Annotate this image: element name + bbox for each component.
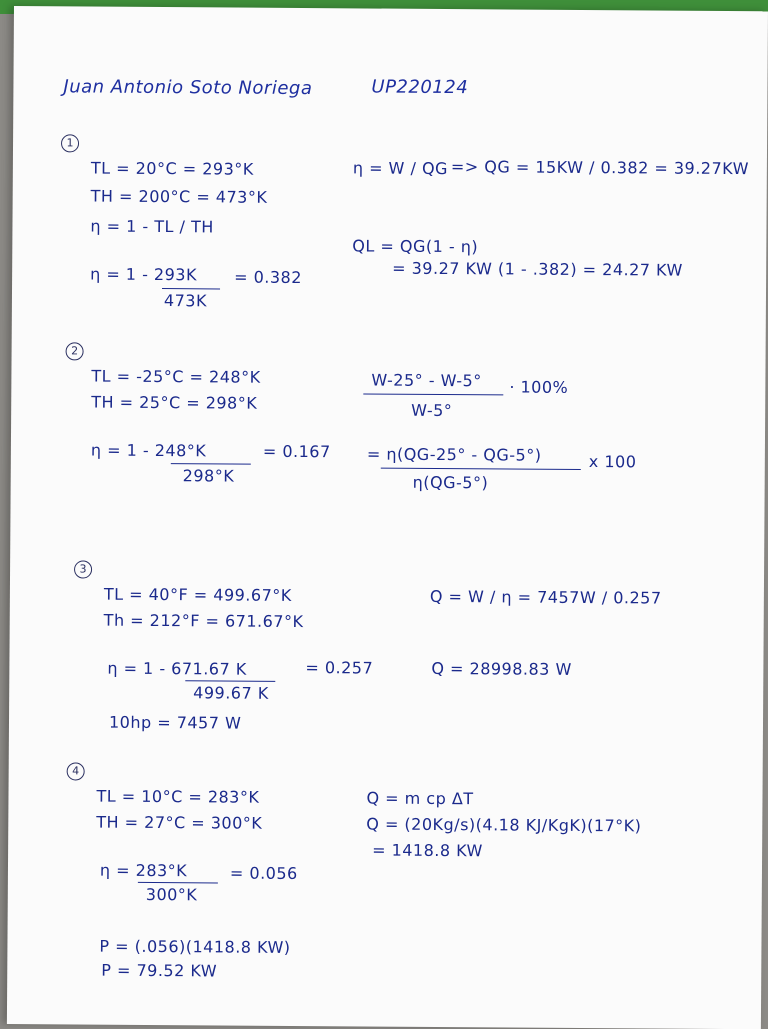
problem-number-3: 3	[74, 560, 92, 578]
p4-p-result: P = 79.52 KW	[101, 960, 218, 981]
p3-hp: 10hp = 7457 W	[108, 712, 242, 733]
p2-eta-result: = 0.167	[262, 441, 331, 462]
p4-th: TH = 27°C = 300°K	[96, 812, 263, 833]
p3-q-eq: Q = W / η = 7457W / 0.257	[429, 586, 662, 608]
p2-pct2-suffix: x 100	[588, 452, 637, 472]
p3-th: Th = 212°F = 671.67°K	[103, 610, 304, 632]
problem-number-2: 2	[66, 342, 84, 360]
p1-eta-formula: η = 1 - TL / TH	[90, 216, 214, 237]
p3-eta-result: = 0.257	[305, 658, 374, 678]
p1-ql-result: = 39.27 KW (1 - .382) = 24.27 KW	[392, 258, 683, 280]
p4-eta-result: = 0.056	[229, 863, 298, 884]
p4-eta-den: 300°K	[145, 884, 198, 905]
p2-eta-den: 298°K	[182, 466, 235, 486]
p3-eta-den: 499.67 K	[193, 683, 269, 703]
student-name: Juan Antonio Soto Noriega	[63, 76, 313, 100]
problem-number-1: 1	[61, 134, 79, 152]
p3-tl: TL = 40°F = 499.67°K	[103, 584, 292, 605]
p3-fraction-bar	[185, 680, 275, 682]
p2-pct-bar	[363, 393, 503, 395]
p4-q-result: = 1418.8 KW	[372, 840, 483, 861]
notebook-page	[7, 6, 768, 1029]
problem-number-4: 4	[67, 762, 85, 780]
p1-eta-num: η = 1 - 293K	[90, 264, 198, 285]
p2-pct2-den: η(QG-5°)	[412, 472, 489, 493]
p2-pct-num: W-25° - W-5°	[371, 370, 482, 391]
p4-fraction-bar	[138, 882, 218, 884]
p1-eta-den: 473K	[163, 291, 208, 311]
p1-w-eq: η = W / QG	[352, 158, 449, 179]
p2-eta-num: η = 1 - 248°K	[90, 440, 207, 461]
p2-th: TH = 25°C = 298°K	[91, 392, 258, 413]
p2-tl: TL = -25°C = 248°K	[91, 366, 261, 387]
p2-fraction-bar	[171, 463, 251, 465]
p2-pct2-bar	[381, 468, 581, 470]
p4-eta-num: η = 283°K	[99, 860, 188, 881]
p1-ql-eq: QL = QG(1 - η)	[352, 236, 479, 257]
p1-qg-eq: => QG = 15KW / 0.382 = 39.27KW	[450, 157, 750, 179]
student-id: UP220124	[371, 76, 469, 99]
p3-eta-num: η = 1 - 671.67 K	[107, 658, 247, 679]
p4-q-formula: Q = m cp ΔT	[366, 788, 474, 809]
p1-tl: TL = 20°C = 293°K	[90, 158, 254, 179]
p1-fraction-bar	[162, 288, 220, 289]
p4-p-eq: P = (.056)(1418.8 KW)	[99, 936, 291, 957]
p2-pct-suffix: · 100%	[509, 377, 569, 397]
p4-q-sub: Q = (20Kg/s)(4.18 KJ/KgK)(17°K)	[366, 814, 642, 836]
p2-pct-den: W-5°	[411, 400, 453, 421]
p4-tl: TL = 10°C = 283°K	[96, 786, 260, 807]
p2-pct2-num: = η(QG-25° - QG-5°)	[366, 444, 542, 465]
p3-q-result: Q = 28998.83 W	[431, 658, 572, 679]
p1-eta-result: = 0.382	[234, 267, 302, 288]
p1-th: TH = 200°C = 473°K	[90, 186, 268, 207]
